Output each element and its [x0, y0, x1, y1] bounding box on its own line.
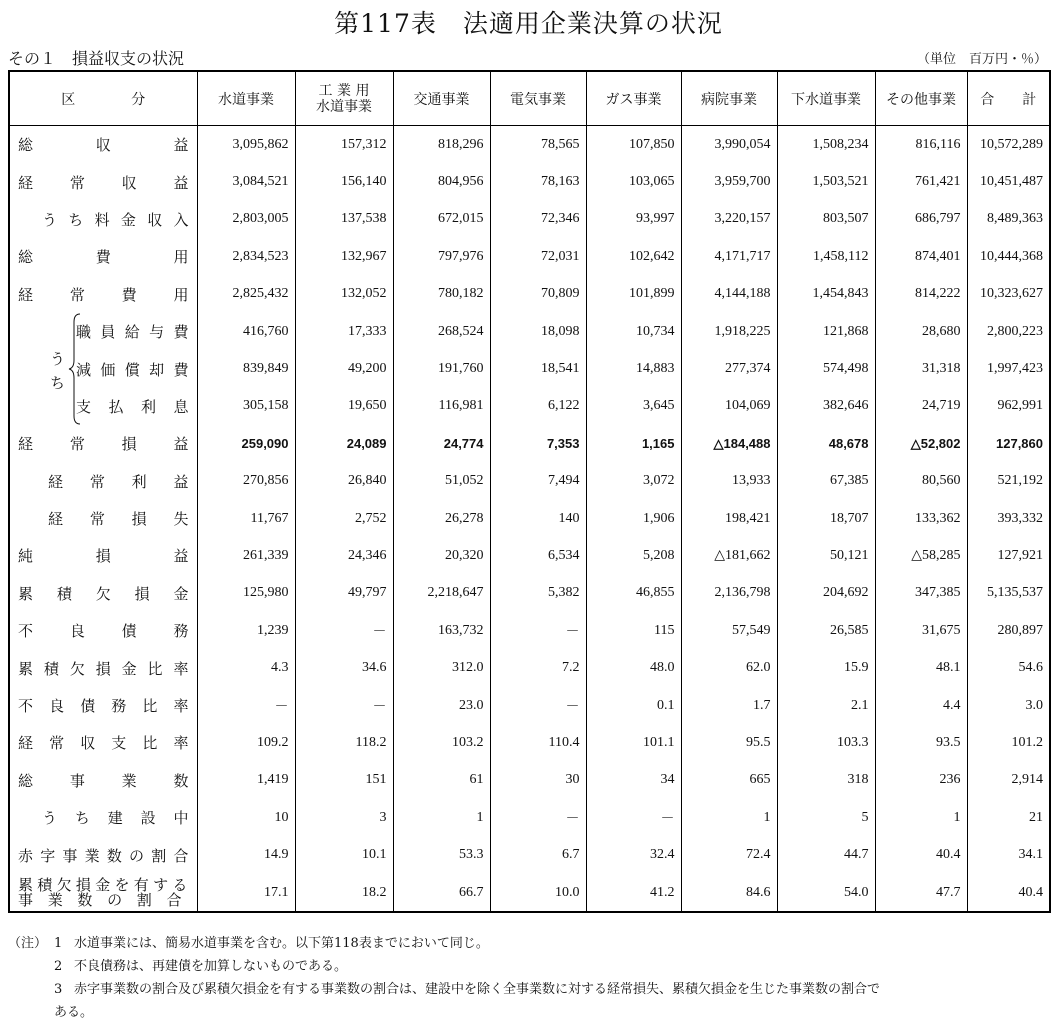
table-cell: 67,385 — [777, 463, 875, 500]
table-row — [9, 388, 1050, 425]
table-cell: 102,642 — [586, 238, 681, 275]
row-label-text: う ち 料 金 収 入 — [42, 210, 189, 229]
table-cell: 104,069 — [681, 388, 777, 425]
table-cell: 18,541 — [490, 350, 586, 387]
table-cell: 312.0 — [393, 649, 490, 686]
table-cell: 24,774 — [393, 425, 490, 462]
table-cell: － — [295, 687, 393, 724]
uchi-mark: う — [50, 350, 66, 369]
table-cell: 48.0 — [586, 649, 681, 686]
table-cell: 4.3 — [197, 649, 295, 686]
table-cell: 5,135,537 — [967, 575, 1050, 612]
table-cell: 3,072 — [586, 463, 681, 500]
table-cell: 236 — [875, 762, 967, 799]
table-cell: 7,353 — [490, 425, 586, 462]
table-row — [9, 276, 1050, 313]
table-cell: 3,959,700 — [681, 163, 777, 200]
table-cell: 84.6 — [681, 874, 777, 912]
table-cell: 28,680 — [875, 313, 967, 350]
table-row — [9, 500, 1050, 537]
table-cell: 53.3 — [393, 836, 490, 873]
table-cell: 1 — [875, 799, 967, 836]
table-cell: 46,855 — [586, 575, 681, 612]
table-cell: 5 — [777, 799, 875, 836]
table-cell: － — [490, 799, 586, 836]
table-cell: 2,914 — [967, 762, 1050, 799]
note-text: 赤字事業数の割合及び累積欠損金を有する事業数の割合は、建設中を除く全事業数に対する経常損失、累積欠損金を生じた事業数の割合で — [74, 982, 881, 997]
table-cell: 280,897 — [967, 612, 1050, 649]
table-cell: 797,976 — [393, 238, 490, 275]
table-cell: 347,385 — [875, 575, 967, 612]
table-cell: 18,098 — [490, 313, 586, 350]
table-cell: 1 — [393, 799, 490, 836]
table-cell: 1.7 — [681, 687, 777, 724]
row-label-text: 減 価 償 却 費 — [76, 360, 189, 379]
settlement-table — [8, 70, 1051, 913]
table-cell: 3,990,054 — [681, 126, 777, 164]
notes-prefix: （注） — [8, 936, 48, 951]
table-cell: 1,239 — [197, 612, 295, 649]
header-col: 交通事業 — [393, 71, 490, 126]
table-cell: 839,849 — [197, 350, 295, 387]
table-cell: 31,318 — [875, 350, 967, 387]
row-label — [9, 238, 197, 275]
table-cell: 1,454,843 — [777, 276, 875, 313]
table-cell: △58,285 — [875, 537, 967, 574]
row-label-text: 経 常 収 益 — [18, 173, 189, 192]
table-cell: 3.0 — [967, 687, 1050, 724]
table-cell: 101.2 — [967, 724, 1050, 761]
row-label-text: う ち 建 設 中 — [42, 809, 189, 828]
row-label-text: 総 費 用 — [18, 248, 189, 267]
note-text: 水道事業には、簡易水道事業を含む。以下第118表までにおいて同じ。 — [74, 936, 489, 951]
table-cell: 32.4 — [586, 836, 681, 873]
table-cell: 3,095,862 — [197, 126, 295, 164]
table-cell: 3 — [295, 799, 393, 836]
table-cell: 140 — [490, 500, 586, 537]
table-cell: 151 — [295, 762, 393, 799]
table-row — [9, 799, 1050, 836]
row-label — [9, 537, 197, 574]
table-cell: 21 — [967, 799, 1050, 836]
table-cell: 31,675 — [875, 612, 967, 649]
table-cell: 125,980 — [197, 575, 295, 612]
table-cell: 48.1 — [875, 649, 967, 686]
header-col: 下水道事業 — [777, 71, 875, 126]
header-col: ガス事業 — [586, 71, 681, 126]
table-cell: 127,860 — [967, 425, 1050, 462]
table-cell: 103.2 — [393, 724, 490, 761]
table-cell: 804,956 — [393, 163, 490, 200]
table-cell: 51,052 — [393, 463, 490, 500]
table-cell: 18.2 — [295, 874, 393, 912]
table-cell: － — [490, 687, 586, 724]
row-label — [9, 836, 197, 873]
table-cell: 137,538 — [295, 201, 393, 238]
note-number: 2 — [54, 959, 63, 974]
table-cell: 2,752 — [295, 500, 393, 537]
table-cell: 49,200 — [295, 350, 393, 387]
unit-label: （単位 百万円・％） — [916, 52, 1047, 67]
table-cell: 34.1 — [967, 836, 1050, 873]
row-label — [9, 276, 197, 313]
table-cell: 665 — [681, 762, 777, 799]
table-cell: 20,320 — [393, 537, 490, 574]
table-cell: 157,312 — [295, 126, 393, 164]
table-cell: 47.7 — [875, 874, 967, 912]
table-cell: △181,662 — [681, 537, 777, 574]
header-category: 区 分 — [9, 71, 197, 126]
table-cell: 10,734 — [586, 313, 681, 350]
table-row — [9, 762, 1050, 799]
table-cell: 6,534 — [490, 537, 586, 574]
table-cell: 816,116 — [875, 126, 967, 164]
table-cell: 3,220,157 — [681, 201, 777, 238]
table-cell: 5,382 — [490, 575, 586, 612]
table-cell: 780,182 — [393, 276, 490, 313]
table-cell: 277,374 — [681, 350, 777, 387]
table-cell: 93.5 — [875, 724, 967, 761]
table-cell: 11,767 — [197, 500, 295, 537]
table-cell: 5,208 — [586, 537, 681, 574]
row-label-text: 経 常 利 益 — [48, 472, 189, 491]
table-cell: 78,163 — [490, 163, 586, 200]
table-cell: 93,997 — [586, 201, 681, 238]
table-cell: 761,421 — [875, 163, 967, 200]
table-cell: 72,346 — [490, 201, 586, 238]
table-cell: 10,451,487 — [967, 163, 1050, 200]
table-cell: 54.6 — [967, 649, 1050, 686]
row-label — [9, 500, 197, 537]
table-cell: 3,084,521 — [197, 163, 295, 200]
uchi-mark: ち — [50, 374, 66, 393]
note-number: 3 — [54, 982, 63, 997]
table-cell: － — [490, 612, 586, 649]
table-row — [9, 537, 1050, 574]
table-row — [9, 874, 1050, 912]
table-cell: 1 — [681, 799, 777, 836]
row-label — [9, 687, 197, 724]
table-cell: 34.6 — [295, 649, 393, 686]
table-cell: 416,760 — [197, 313, 295, 350]
table-cell: 115 — [586, 612, 681, 649]
table-cell: 103.3 — [777, 724, 875, 761]
table-row — [9, 238, 1050, 275]
header-col: その他事業 — [875, 71, 967, 126]
table-cell: 40.4 — [875, 836, 967, 873]
row-label-text: 不 良 債 務 — [18, 622, 189, 641]
table-cell: 7.2 — [490, 649, 586, 686]
table-cell: △184,488 — [681, 425, 777, 462]
table-cell: 72,031 — [490, 238, 586, 275]
header-col-line: 水道事業 — [316, 98, 372, 115]
table-cell: 50,121 — [777, 537, 875, 574]
table-cell: 118.2 — [295, 724, 393, 761]
table-cell: 44.7 — [777, 836, 875, 873]
table-cell: 110.4 — [490, 724, 586, 761]
table-cell: 24,346 — [295, 537, 393, 574]
row-label-line: 事 業 数 の 割 合 — [18, 890, 189, 909]
table-cell: 803,507 — [777, 201, 875, 238]
table-cell: 18,707 — [777, 500, 875, 537]
row-label — [9, 799, 197, 836]
table-cell: 7,494 — [490, 463, 586, 500]
table-cell: 268,524 — [393, 313, 490, 350]
table-cell: 17.1 — [197, 874, 295, 912]
note-text: 不良債務は、再建債を加算しないものである。 — [74, 959, 348, 974]
table-cell: 49,797 — [295, 575, 393, 612]
table-cell: 133,362 — [875, 500, 967, 537]
table-cell: 109.2 — [197, 724, 295, 761]
row-label-text: 純 損 益 — [18, 547, 189, 566]
table-cell: － — [586, 799, 681, 836]
table-cell: 259,090 — [197, 425, 295, 462]
table-row — [9, 350, 1050, 387]
table-cell: 156,140 — [295, 163, 393, 200]
row-label-text: 総 事 業 数 — [18, 771, 189, 790]
row-label — [9, 724, 197, 761]
header-col: 電気事業 — [490, 71, 586, 126]
table-row — [9, 425, 1050, 462]
row-label-text: 赤 字 事 業 数 の 割 合 — [18, 846, 189, 865]
table-subtitle: その１ 損益収支の状況 — [8, 49, 185, 68]
row-label — [9, 463, 197, 500]
table-cell: 521,192 — [967, 463, 1050, 500]
table-cell: 1,503,521 — [777, 163, 875, 200]
table-cell: 48,678 — [777, 425, 875, 462]
table-cell: 305,158 — [197, 388, 295, 425]
table-cell: 2,218,647 — [393, 575, 490, 612]
table-cell: 6,122 — [490, 388, 586, 425]
row-label-line: 累 積 欠 損 金 を 有 す る — [18, 875, 189, 894]
table-cell: 10,572,289 — [967, 126, 1050, 164]
row-label — [9, 126, 197, 164]
table-cell: 1,997,423 — [967, 350, 1050, 387]
table-cell: 1,906 — [586, 500, 681, 537]
table-row — [9, 201, 1050, 238]
row-label — [9, 201, 197, 238]
table-cell: 10,323,627 — [967, 276, 1050, 313]
header-col: 病院事業 — [681, 71, 777, 126]
table-cell: 57,549 — [681, 612, 777, 649]
row-label-text: 総 収 益 — [18, 136, 189, 155]
row-label-text: 経 常 損 失 — [48, 510, 189, 529]
table-cell: 14.9 — [197, 836, 295, 873]
table-cell: 30 — [490, 762, 586, 799]
table-row — [9, 463, 1050, 500]
table-cell: － — [197, 687, 295, 724]
table-cell: 1,508,234 — [777, 126, 875, 164]
table-cell: 672,015 — [393, 201, 490, 238]
table-cell: 261,339 — [197, 537, 295, 574]
table-row — [9, 836, 1050, 873]
table-row — [9, 126, 1050, 164]
table-cell: － — [295, 612, 393, 649]
table-cell: 4.4 — [875, 687, 967, 724]
table-cell: 95.5 — [681, 724, 777, 761]
table-cell: 17,333 — [295, 313, 393, 350]
table-cell: 393,332 — [967, 500, 1050, 537]
table-cell: 132,052 — [295, 276, 393, 313]
row-label — [9, 350, 197, 393]
table-cell: 686,797 — [875, 201, 967, 238]
row-label — [9, 874, 197, 912]
note-number: 1 — [54, 936, 63, 951]
table-row — [9, 724, 1050, 761]
table-cell: 24,089 — [295, 425, 393, 462]
table-cell: 2,800,223 — [967, 313, 1050, 350]
table-cell: 15.9 — [777, 649, 875, 686]
header-col: 合 計 — [967, 71, 1050, 126]
header-col — [295, 71, 393, 126]
table-cell: 70,809 — [490, 276, 586, 313]
row-label — [9, 163, 197, 200]
table-cell: 10,444,368 — [967, 238, 1050, 275]
row-label-text: 経 常 費 用 — [18, 285, 189, 304]
table-cell: 270,856 — [197, 463, 295, 500]
table-row — [9, 687, 1050, 724]
table-cell: 1,918,225 — [681, 313, 777, 350]
table-row — [9, 612, 1050, 649]
table-cell: 191,760 — [393, 350, 490, 387]
table-cell: 163,732 — [393, 612, 490, 649]
header-row — [9, 71, 1050, 126]
row-label — [9, 762, 197, 799]
table-cell: 62.0 — [681, 649, 777, 686]
header-col: 水道事業 — [197, 71, 295, 126]
table-cell: 14,883 — [586, 350, 681, 387]
table-cell: 116,981 — [393, 388, 490, 425]
row-label-text: 経 常 損 益 — [18, 435, 189, 454]
table-cell: 54.0 — [777, 874, 875, 912]
table-cell: 72.4 — [681, 836, 777, 873]
table-cell: 121,868 — [777, 313, 875, 350]
table-cell: 101,899 — [586, 276, 681, 313]
table-cell: 1,165 — [586, 425, 681, 462]
table-cell: 0.1 — [586, 687, 681, 724]
table-cell: 66.7 — [393, 874, 490, 912]
table-cell: 10 — [197, 799, 295, 836]
table-cell: 107,850 — [586, 126, 681, 164]
table-cell: 2,834,523 — [197, 238, 295, 275]
table-cell: 1,419 — [197, 762, 295, 799]
table-cell: 318 — [777, 762, 875, 799]
table-cell: 198,421 — [681, 500, 777, 537]
row-label-text: 経 常 収 支 比 率 — [18, 734, 189, 753]
table-row — [9, 313, 1050, 350]
table-cell: 1,458,112 — [777, 238, 875, 275]
row-label-text: 職 員 給 与 費 — [76, 323, 189, 342]
row-label-text: 不 良 債 務 比 率 — [18, 697, 189, 716]
table-cell: 41.2 — [586, 874, 681, 912]
table-cell: 13,933 — [681, 463, 777, 500]
table-cell: 127,921 — [967, 537, 1050, 574]
table-cell: 10.0 — [490, 874, 586, 912]
table-cell: 101.1 — [586, 724, 681, 761]
header-col-line: 工 業 用 — [318, 82, 370, 99]
table-cell: 132,967 — [295, 238, 393, 275]
row-label-text: 累 積 欠 損 金 比 率 — [18, 659, 189, 678]
table-cell: 34 — [586, 762, 681, 799]
table-cell: 874,401 — [875, 238, 967, 275]
table-cell: 382,646 — [777, 388, 875, 425]
table-cell: 26,278 — [393, 500, 490, 537]
table-cell: 26,840 — [295, 463, 393, 500]
table-cell: 61 — [393, 762, 490, 799]
table-cell: 6.7 — [490, 836, 586, 873]
table-row — [9, 649, 1050, 686]
table-cell: 204,692 — [777, 575, 875, 612]
note-continuation: ある。 — [54, 1005, 94, 1020]
table-cell: 8,489,363 — [967, 201, 1050, 238]
table-row — [9, 163, 1050, 200]
row-label-text: 累 積 欠 損 金 — [18, 584, 189, 603]
table-cell: 26,585 — [777, 612, 875, 649]
table-cell: 10.1 — [295, 836, 393, 873]
row-label — [9, 313, 197, 350]
page-title: 第117表 法適用企業決算の状況 — [334, 9, 723, 38]
row-label — [9, 425, 197, 462]
table-cell: 80,560 — [875, 463, 967, 500]
table-cell: 40.4 — [967, 874, 1050, 912]
table-cell: 2,825,432 — [197, 276, 295, 313]
notes — [8, 932, 880, 1024]
table-cell: 2,136,798 — [681, 575, 777, 612]
table-cell: 818,296 — [393, 126, 490, 164]
row-label — [9, 575, 197, 612]
row-label — [9, 649, 197, 686]
table-cell: 78,565 — [490, 126, 586, 164]
table-cell: 24,719 — [875, 388, 967, 425]
table-cell: 3,645 — [586, 388, 681, 425]
table-row — [9, 575, 1050, 612]
table-cell: 4,171,717 — [681, 238, 777, 275]
row-label — [9, 612, 197, 649]
row-label — [9, 388, 197, 425]
table-cell: 814,222 — [875, 276, 967, 313]
table-cell: △52,802 — [875, 425, 967, 462]
table-cell: 103,065 — [586, 163, 681, 200]
row-label-text: 支 払 利 息 — [76, 397, 189, 416]
table-cell: 4,144,188 — [681, 276, 777, 313]
table-cell: 19,650 — [295, 388, 393, 425]
table-cell: 23.0 — [393, 687, 490, 724]
table-cell: 2.1 — [777, 687, 875, 724]
table-cell: 574,498 — [777, 350, 875, 387]
table-cell: 962,991 — [967, 388, 1050, 425]
table-cell: 2,803,005 — [197, 201, 295, 238]
